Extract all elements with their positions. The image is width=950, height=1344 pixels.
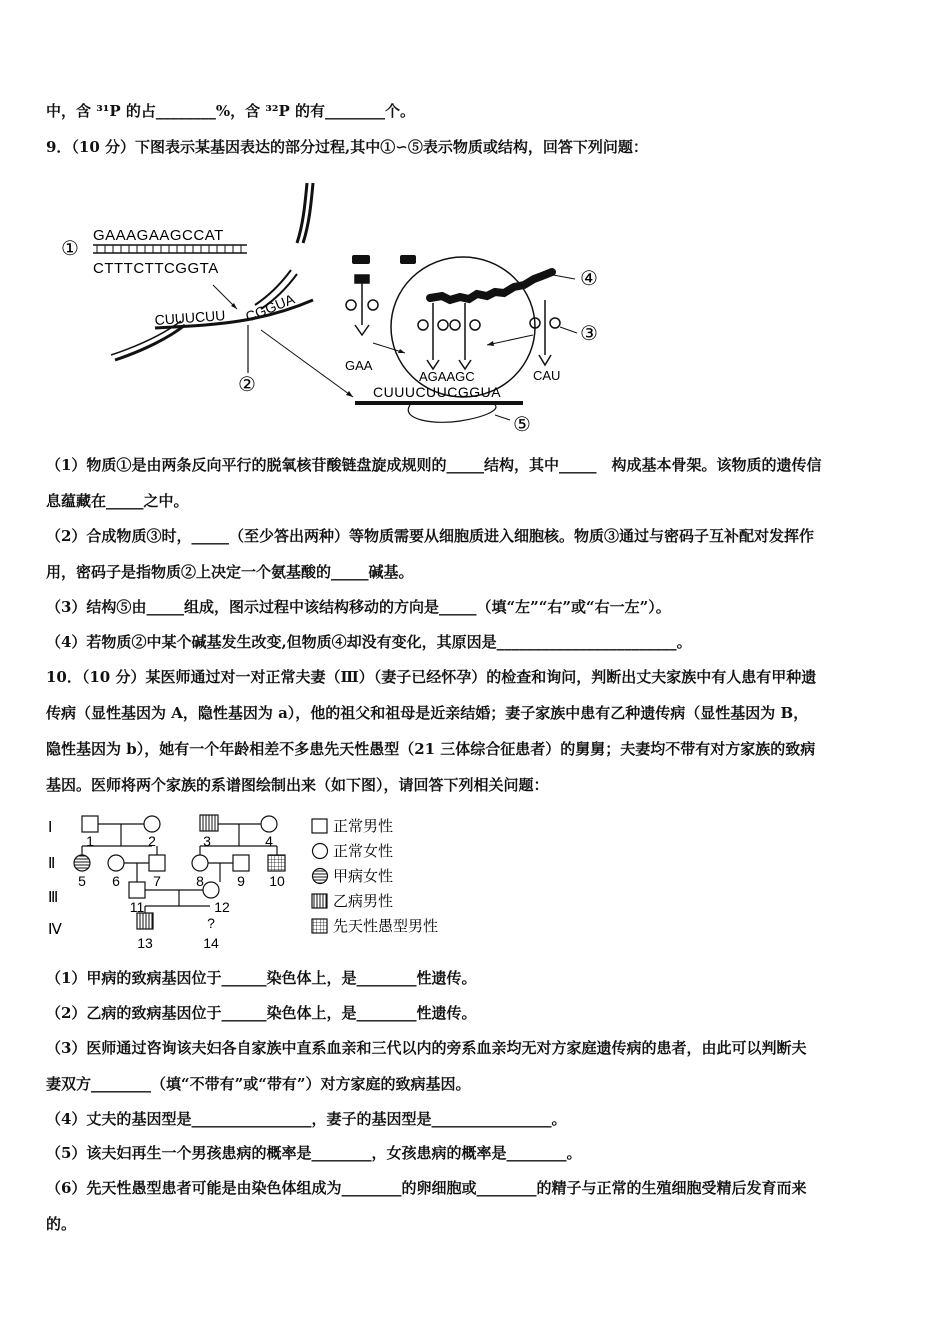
q10-sub6-line1: （6）先天性愚型患者可能是由染色体组成为________的卵细胞或________的精子与正常的生殖细胞受精后发育而来 — [46, 1179, 807, 1197]
q10-intro-line3: 隐性基因为 b），她有一个年龄相差不多患先天性愚型（21 三体综合征患者）的舅舅；夫妻均不带有对方家族的致病 — [46, 740, 816, 758]
q9-header: 9．（10 分）下图表示某基因表达的部分过程,其中①∽⑤表示物质或结构，回答下列问题： — [46, 138, 648, 156]
individual-7: 7 — [153, 873, 161, 889]
individual-3: 3 — [203, 833, 211, 849]
legend-normal-female: 正常女性 — [333, 843, 394, 860]
unknown-mark: ? — [207, 915, 215, 931]
dna-bottom-strand: CTTTCTTCGGTA — [93, 260, 219, 277]
label-2: ② — [238, 374, 256, 396]
gen-label-2: Ⅱ — [48, 855, 56, 872]
individual-11: 11 — [129, 899, 145, 915]
mrna-right: CUUUCUUCGGUA — [373, 384, 502, 400]
q10-sub5: （5）该夫妇再生一个男孩患病的概率是________，女孩患病的概率是________。 — [46, 1144, 582, 1162]
individual-8: 8 — [196, 873, 204, 889]
legend-disease-a-female: 甲病女性 — [333, 868, 394, 885]
q9-sub2-line1: （2）合成物质③时，_____（至少答出两种）等物质需要从细胞质进入细胞核。物质③通过与密码子互补配对发挥作 — [46, 527, 814, 545]
individual-5: 5 — [78, 873, 86, 889]
q10-sub4: （4）丈夫的基因型是________________，妻子的基因型是________________。 — [46, 1110, 567, 1128]
q10-sub3-line1: （3）医师通过咨询该夫妇各自家族中直系血亲和三代以内的旁系血亲均无对方家庭遗传病的患者，由此可以判断夫 — [46, 1039, 807, 1057]
q9-sub4: （4）若物质②中某个碱基发生改变,但物质④却没有变化，其原因是________________________。 — [46, 633, 692, 651]
individual-13: 13 — [137, 935, 153, 951]
q10-sub6-line2: 的。 — [46, 1215, 77, 1233]
gene-expression-figure — [55, 175, 615, 440]
q9-sub3: （3）结构⑤由_____组成，图示过程中该结构移动的方向是_____（填“左”“右”或“右一左”）。 — [46, 598, 671, 616]
anticodon-1: GAA — [345, 358, 373, 373]
legend-disease-b-male: 乙病男性 — [333, 893, 394, 910]
mrna-left-tail: CGGUA — [243, 290, 297, 325]
q9-sub1-line2: 息蕴藏在_____之中。 — [46, 492, 189, 510]
q9-sub2-line2: 用，密码子是指物质②上决定一个氨基酸的_____碱基。 — [46, 563, 414, 581]
q10-sub3-line2: 妻双方________（填“不带有”或“带有”）对方家庭的致病基因。 — [46, 1075, 471, 1093]
anticodon-2: AGAAGC — [419, 369, 475, 384]
pedigree-chart — [40, 810, 480, 960]
individual-9: 9 — [237, 873, 245, 889]
label-3: ③ — [580, 323, 598, 345]
q10-sub2: （2）乙病的致病基因位于______染色体上，是________性遗传。 — [46, 1004, 477, 1022]
individual-4: 4 — [265, 833, 273, 849]
individual-6: 6 — [112, 873, 120, 889]
label-5: ⑤ — [513, 414, 531, 436]
individual-12: 12 — [214, 899, 230, 915]
legend-down-syndrome-male: 先天性愚型男性 — [333, 918, 439, 935]
dna-top-strand: GAAAGAAGCCAT — [93, 227, 224, 244]
q9-sub1-line1: （1）物质①是由两条反向平行的脱氧核苷酸链盘旋成规则的_____结构，其中_____ 构成基本骨架。该物质的遗传信 — [46, 456, 822, 474]
q10-sub1: （1）甲病的致病基因位于______染色体上，是________性遗传。 — [46, 969, 477, 987]
label-4: ④ — [580, 268, 598, 290]
gen-label-4: Ⅳ — [48, 921, 62, 938]
individual-10: 10 — [269, 873, 285, 889]
q10-intro-line4: 基因。医师将两个家族的系谱图绘制出来（如下图），请回答下列相关问题： — [46, 776, 549, 794]
individual-1: 1 — [86, 833, 94, 849]
mrna-left: CUUUCUU — [154, 307, 226, 328]
gen-label-3: Ⅲ — [48, 889, 59, 906]
legend-normal-male: 正常男性 — [333, 818, 394, 835]
q10-intro-line2: 传病（显性基因为 A，隐性基因为 a），他的祖父和祖母是近亲结婚；妻子家族中患有乙种遗传病（显性基因为 B， — [46, 704, 809, 722]
label-1: ① — [61, 238, 79, 260]
individual-2: 2 — [148, 833, 156, 849]
q8-answer-line: 中，含 ³¹P 的占________%，含 ³²P 的有________个。 — [46, 102, 415, 120]
gen-label-1: Ⅰ — [48, 819, 53, 836]
q10-intro-line1: 10．（10 分）某医师通过对一对正常夫妻（Ⅲ）（妻子已经怀孕）的检查和询问，判断出丈夫家族中有人患有甲种遗 — [46, 668, 817, 686]
anticodon-3: CAU — [533, 368, 561, 383]
individual-14: 14 — [203, 935, 219, 951]
